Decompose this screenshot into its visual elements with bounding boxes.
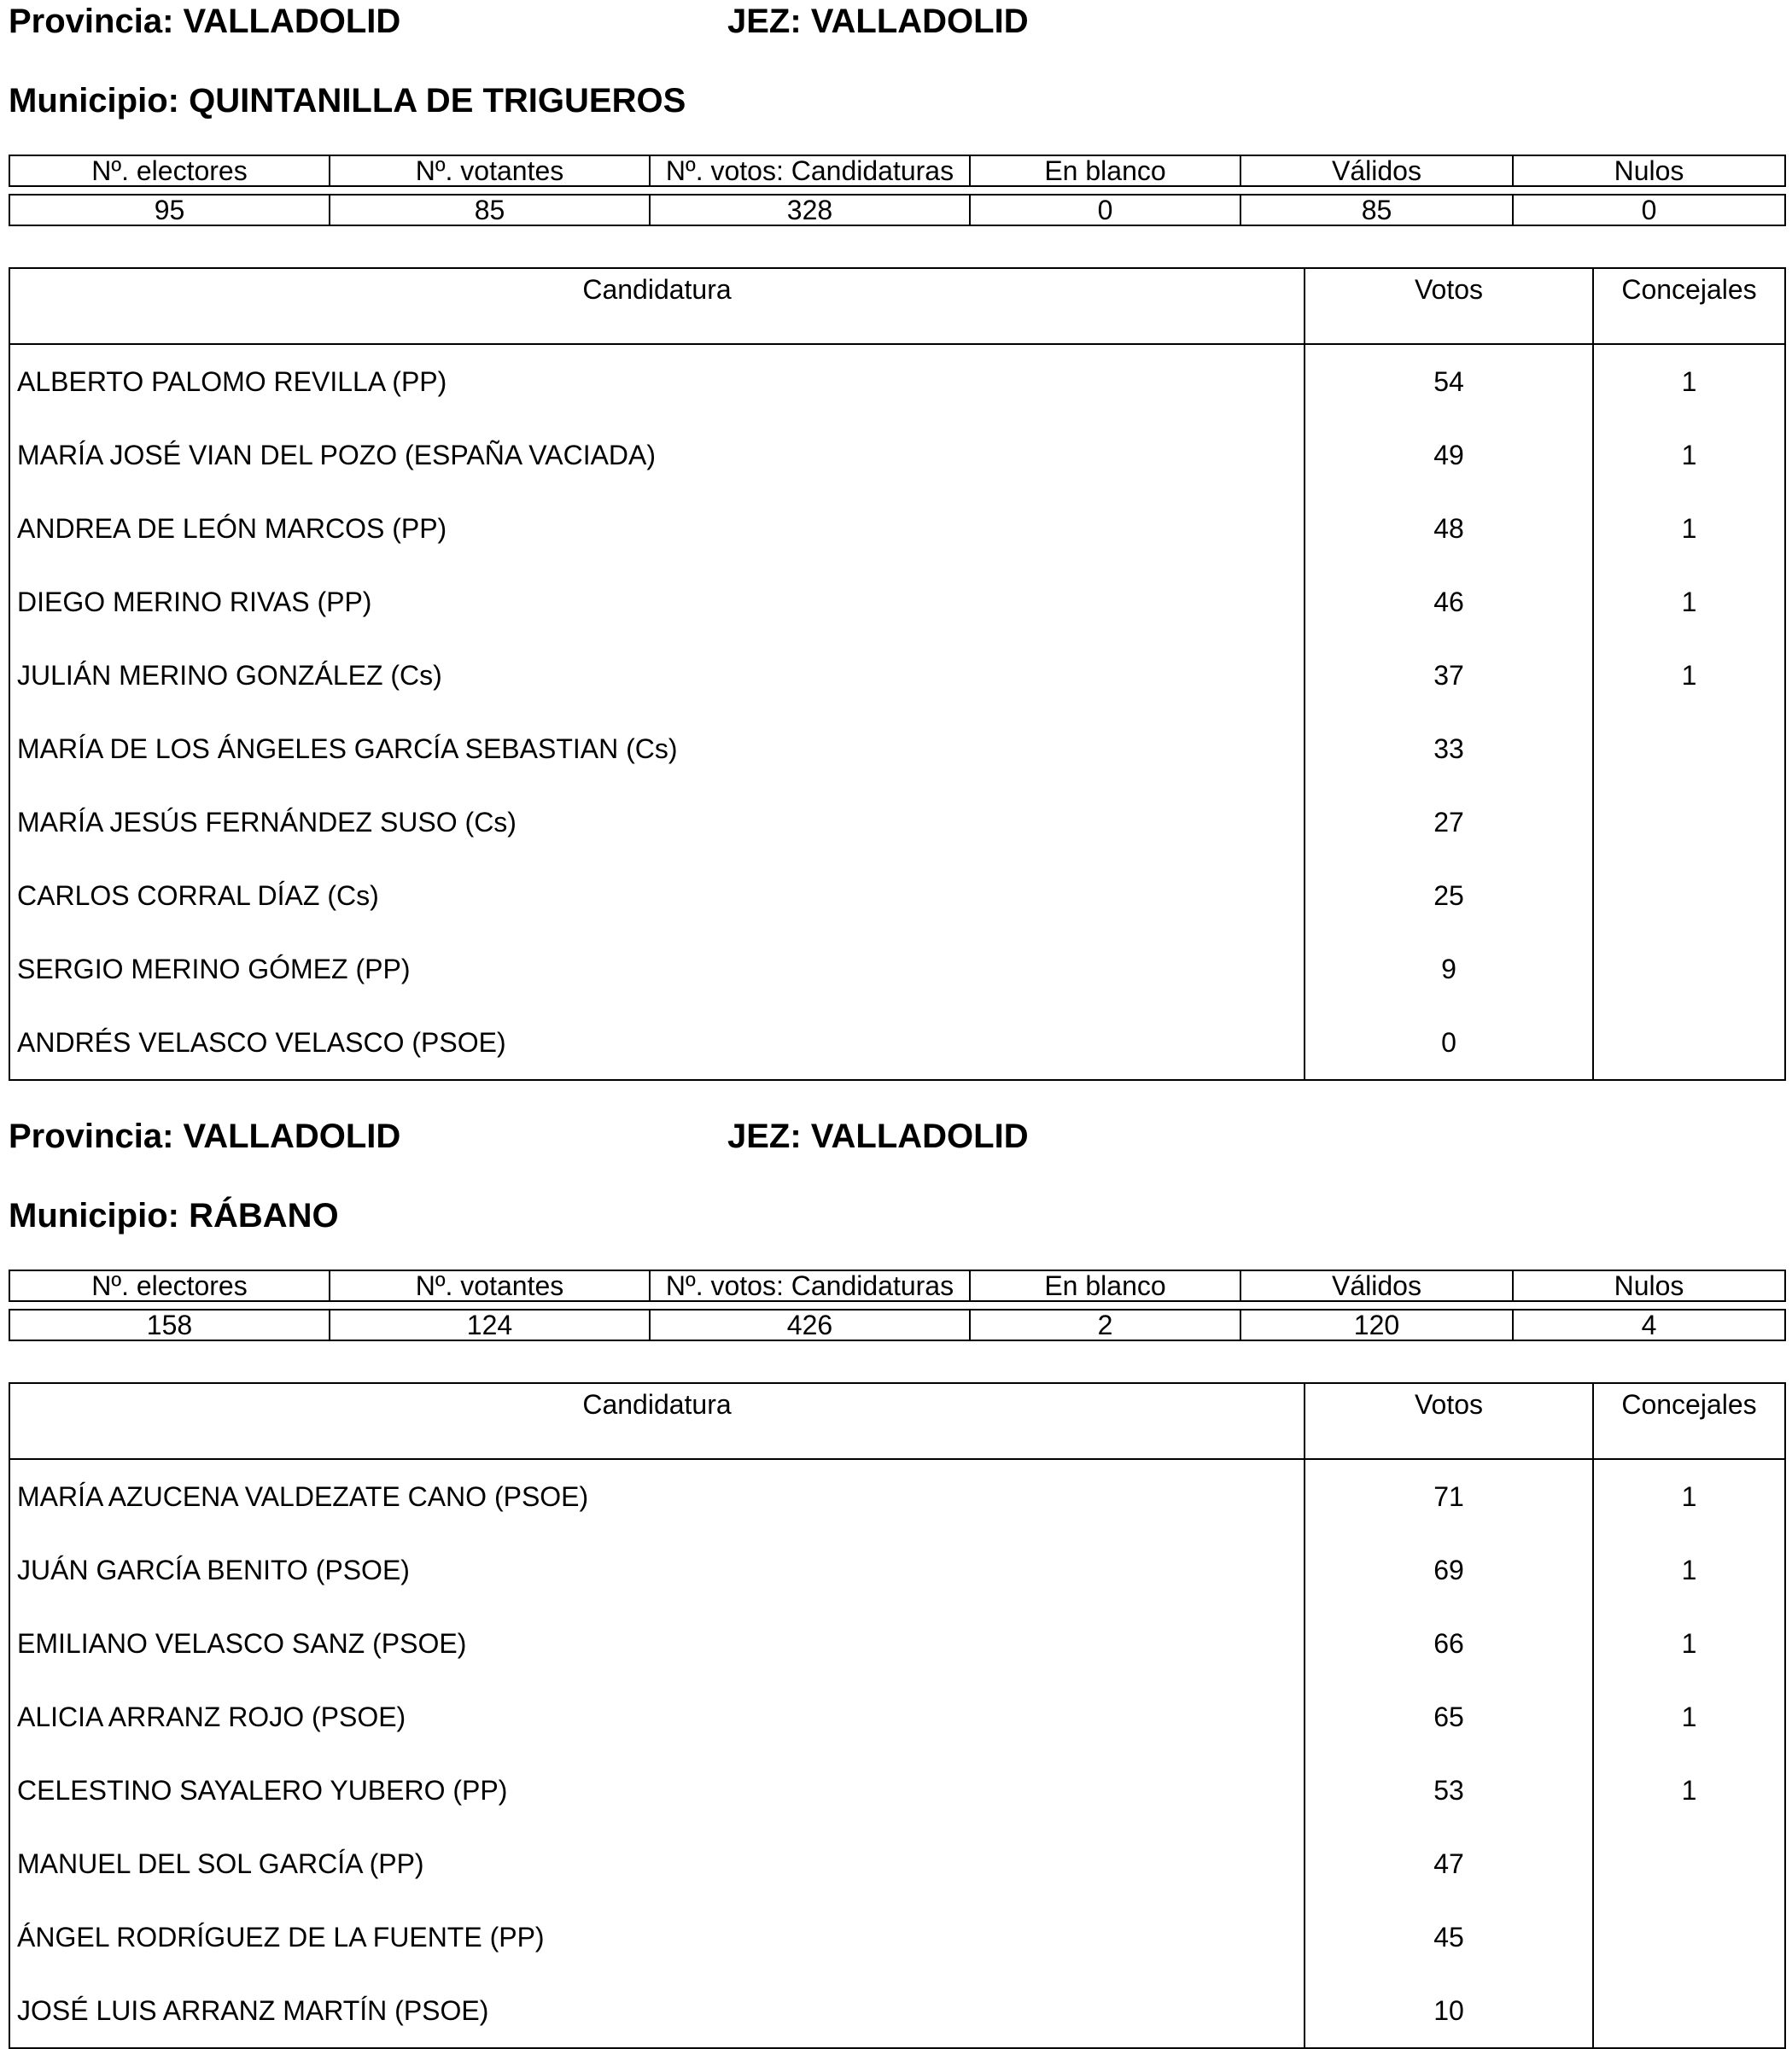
candidate-votos: 65: [1305, 1680, 1593, 1754]
table-row: [9, 1827, 1785, 1900]
candidate-name: ANDRÉS VELASCO VELASCO (PSOE): [17, 1026, 506, 1058]
candidate-votos: 10: [1305, 1974, 1593, 2048]
stats-value-row: [9, 195, 1785, 225]
stats-value-row: [9, 1310, 1785, 1340]
stats-header-cell: Nº. votantes: [330, 1270, 650, 1301]
candidate-votos: 66: [1305, 1607, 1593, 1680]
stats-table: [9, 1270, 1786, 1341]
candidate-concejales: [1593, 1974, 1785, 2048]
stats-header-row: [9, 1270, 1785, 1301]
provincia-label: Provincia: VALLADOLID: [9, 1118, 401, 1155]
candidate-votos: 27: [1305, 785, 1593, 859]
stats-value-cell: 124: [330, 1310, 650, 1340]
candidate-votos: 47: [1305, 1827, 1593, 1900]
candidate-name: JUÁN GARCÍA BENITO (PSOE): [17, 1554, 410, 1585]
candidate-concejales: 1: [1593, 344, 1785, 418]
candidates-table: [9, 267, 1786, 1081]
candidate-concejales: 1: [1593, 1754, 1785, 1827]
stats-header-cell: Nº. votantes: [330, 155, 650, 186]
candidate-concejales: 1: [1593, 565, 1785, 639]
candidate-concejales: [1593, 1827, 1785, 1900]
candidate-concejales: [1593, 712, 1785, 785]
candidate-name: MARÍA DE LOS ÁNGELES GARCÍA SEBASTIAN (Cs): [17, 733, 678, 764]
candidate-votos: 0: [1305, 1006, 1593, 1080]
stats-header-cell: Válidos: [1240, 1270, 1513, 1301]
candidate-concejales: 1: [1593, 492, 1785, 565]
stats-header-cell: Nº. electores: [9, 155, 330, 186]
candidate-name: MARÍA AZUCENA VALDEZATE CANO (PSOE): [17, 1480, 589, 1512]
candidate-concejales: 1: [1593, 1607, 1785, 1680]
candidate-concejales: [1593, 1900, 1785, 1974]
candidate-votos: 54: [1305, 344, 1593, 418]
stats-value-cell: 85: [1240, 195, 1513, 225]
candidate-votos: 45: [1305, 1900, 1593, 1974]
stats-value-cell: 158: [9, 1310, 330, 1340]
stats-value-cell: 426: [650, 1310, 970, 1340]
candidate-name: CARLOS CORRAL DÍAZ (Cs): [17, 879, 379, 911]
table-row: [9, 859, 1785, 932]
stats-header-cell: Nulos: [1513, 155, 1785, 186]
stats-header-cell: Nº. electores: [9, 1270, 330, 1301]
table-row: [9, 418, 1785, 492]
votos-header: Votos: [1305, 268, 1593, 344]
stats-header-cell: Nulos: [1513, 1270, 1785, 1301]
candidate-concejales: [1593, 785, 1785, 859]
candidate-votos: 71: [1305, 1459, 1593, 1533]
candidates-header-row: [9, 268, 1785, 344]
candidate-name: JULIÁN MERINO GONZÁLEZ (Cs): [17, 659, 442, 691]
candidate-name: SERGIO MERINO GÓMEZ (PP): [17, 953, 411, 984]
candidate-name: EMILIANO VELASCO SANZ (PSOE): [17, 1627, 467, 1659]
table-row: [9, 344, 1785, 418]
table-row: [9, 1607, 1785, 1680]
candidate-concejales: 1: [1593, 1459, 1785, 1533]
candidate-concejales: 1: [1593, 418, 1785, 492]
candidates-table: [9, 1382, 1786, 2049]
jez-label: JEZ: VALLADOLID: [727, 1118, 1029, 1155]
candidate-name: CELESTINO SAYALERO YUBERO (PP): [17, 1774, 508, 1806]
table-row: [9, 785, 1785, 859]
table-row: [9, 1533, 1785, 1607]
table-row: [9, 1754, 1785, 1827]
stats-header-cell: Nº. votos: Candidaturas: [650, 155, 970, 186]
jez-label: JEZ: VALLADOLID: [727, 3, 1029, 40]
candidatura-header: Candidatura: [9, 1383, 1305, 1459]
candidate-name: ALICIA ARRANZ ROJO (PSOE): [17, 1701, 406, 1732]
table-row: [9, 492, 1785, 565]
stats-value-cell: 85: [330, 195, 650, 225]
stats-value-cell: 95: [9, 195, 330, 225]
table-row: [9, 1974, 1785, 2048]
stats-value-cell: 2: [970, 1310, 1240, 1340]
table-row: [9, 1900, 1785, 1974]
candidate-concejales: 1: [1593, 639, 1785, 712]
table-row: [9, 1680, 1785, 1754]
candidatura-header: Candidatura: [9, 268, 1305, 344]
stats-table: [9, 155, 1786, 226]
stats-header-cell: En blanco: [970, 155, 1240, 186]
stats-header-cell: En blanco: [970, 1270, 1240, 1301]
candidate-votos: 49: [1305, 418, 1593, 492]
candidate-name: ANDREA DE LEÓN MARCOS (PP): [17, 512, 447, 544]
stats-value-cell: 120: [1240, 1310, 1513, 1340]
concejales-header: Concejales: [1593, 268, 1785, 344]
concejales-header: Concejales: [1593, 1383, 1785, 1459]
candidate-name: ÁNGEL RODRÍGUEZ DE LA FUENTE (PP): [17, 1921, 545, 1953]
candidate-name: MANUEL DEL SOL GARCÍA (PP): [17, 1848, 424, 1879]
candidate-concejales: 1: [1593, 1680, 1785, 1754]
stats-header-cell: Nº. votos: Candidaturas: [650, 1270, 970, 1301]
table-row: [9, 712, 1785, 785]
candidate-name: JOSÉ LUIS ARRANZ MARTÍN (PSOE): [17, 1994, 489, 2026]
candidate-votos: 33: [1305, 712, 1593, 785]
stats-header-cell: Válidos: [1240, 155, 1513, 186]
table-row: [9, 932, 1785, 1006]
stats-header-row: [9, 155, 1785, 186]
provincia-label: Provincia: VALLADOLID: [9, 3, 401, 40]
table-row: [9, 565, 1785, 639]
candidate-concejales: [1593, 932, 1785, 1006]
candidate-votos: 53: [1305, 1754, 1593, 1827]
stats-value-cell: 328: [650, 195, 970, 225]
candidate-name: MARÍA JOSÉ VIAN DEL POZO (ESPAÑA VACIADA): [17, 439, 657, 470]
stats-value-cell: 4: [1513, 1310, 1785, 1340]
candidate-votos: 69: [1305, 1533, 1593, 1607]
table-row: [9, 1006, 1785, 1080]
stats-value-cell: 0: [970, 195, 1240, 225]
candidate-votos: 25: [1305, 859, 1593, 932]
candidate-name: ALBERTO PALOMO REVILLA (PP): [17, 365, 447, 397]
candidate-concejales: 1: [1593, 1533, 1785, 1607]
candidate-votos: 48: [1305, 492, 1593, 565]
candidate-votos: 9: [1305, 932, 1593, 1006]
province-header: [9, 0, 1029, 43]
candidate-concejales: [1593, 1006, 1785, 1080]
votos-header: Votos: [1305, 1383, 1593, 1459]
table-row: [9, 639, 1785, 712]
municipio-title: Municipio: RÁBANO: [9, 1197, 339, 1235]
candidate-concejales: [1593, 859, 1785, 932]
municipio-title: Municipio: QUINTANILLA DE TRIGUEROS: [9, 82, 686, 120]
candidates-header-row: [9, 1383, 1785, 1459]
stats-value-cell: 0: [1513, 195, 1785, 225]
candidate-name: DIEGO MERINO RIVAS (PP): [17, 586, 372, 617]
candidate-name: MARÍA JESÚS FERNÁNDEZ SUSO (Cs): [17, 806, 517, 838]
candidate-votos: 46: [1305, 565, 1593, 639]
table-row: [9, 1459, 1785, 1533]
province-header: [9, 1115, 1029, 1158]
candidate-votos: 37: [1305, 639, 1593, 712]
